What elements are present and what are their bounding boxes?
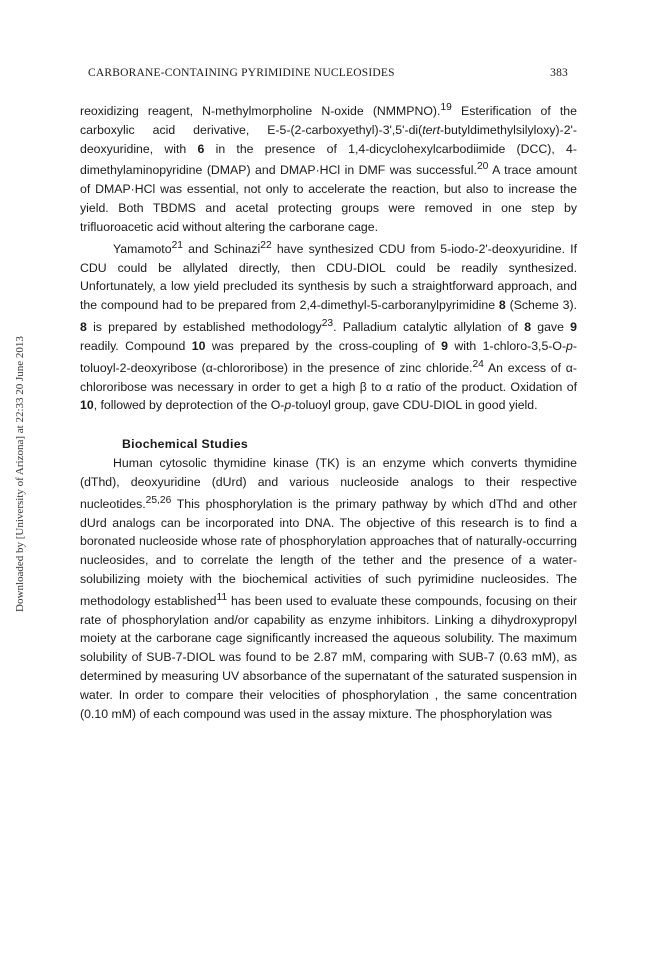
section-heading: Biochemical Studies: [122, 437, 248, 452]
download-watermark: Downloaded by [University of Arizona] at 22:33 20 June 2013: [14, 336, 26, 612]
paragraph: Human cytosolic thymidine kinase (TK) is an enzyme which converts thymidine (dThd), deoxyuridine (dUrd) and various nucleoside analogs to their respective nucleotides.$^{25,26}$ This phosphorylation is the primary pathway by which dThd and other dUrd analogs can be incorporated into DNA. The objective of this research is to find a boronated nucleoside whose rate of phosphorylation approaches that of naturally-occurring nucleosides, and to correlate the length of the tether and the presence of a water-solubilizing moiety with the biochemical activities of such pyrimidine nucleosides. The methodology established$^{11}$ has been used to evaluate these compounds, focusing on their rate of phosphorylation and/or capability as enzyme inhibitors. Linking a dihydroxypropyl moiety at the carborane cage significantly increased the aqueous solubility. The maximum solubility of SUB-7-DIOL was found to be 2.87 mM, comparing with SUB-7 (0.63 mM), as determined by measuring UV absorbance of the supernatant of the saturated suspension in water. In order to compare their velocities of phosphorylation , the same concentration (0.10 mM) of each compound was used in the assay mixture. The phosphorylation was: [80, 456, 578, 721]
page-number: 383: [550, 67, 568, 79]
paragraph: Yamamoto$^{21}$ and Schinazi$^{22}$ have synthesized CDU from 5-iodo-2'-deoxyuridine. If CDU could be allylated directly, then CDU-DIOL could be readily synthesized. Unfortunately, a low yield precluded its synthesis by such a straightforward approach, and the compound had to be prepared from 2,4-dimethyl-5-carboranylpyrimidine 8 (Scheme 3). 8 is prepared by established methodology$^{23}$. Palladium catalytic allylation of 8 gave 9 readily. Compound 10 was prepared by the cross-coupling of 9 with 1-chloro-3,5-O-p-toluoyl-2-deoxyribose (α-chlororibose) in the presence of zinc chloride.$^{24}$ An excess of α-chlororibose was necessary in order to get a high β to α ratio of the product. Oxidation of 10, followed by deprotection of the O-p-toluoyl group, gave CDU-DIOL in good yield.: [80, 239, 577, 413]
paragraph: reoxidizing reagent, N-methylmorpholine N-oxide (NMMPNO).$^{19}$ Esterification of the carboxylic acid derivative, E-5-(2-carboxyethyl)-3',5'-di(tert-butyldimethylsilyloxy)-2'-deoxyuridine, with 6 in the presence of 1,4-dicyclohexylcarbodiimide (DCC), 4-dimethylaminopyridine (DMAP) and DMAP·HCl in DMF was successful.$^{20}$ A trace amount of DMAP·HCl was essential, not only to accelerate the reaction, but also to increase the yield. Both TBDMS and acetal protecting groups were removed in one step by trifluoroacetic acid without altering the carborane cage.: [80, 102, 577, 234]
running-header: [88, 67, 568, 83]
page-body: [80, 99, 577, 723]
running-title: CARBORANE-CONTAINING PYRIMIDINE NUCLEOSIDES: [88, 67, 395, 79]
